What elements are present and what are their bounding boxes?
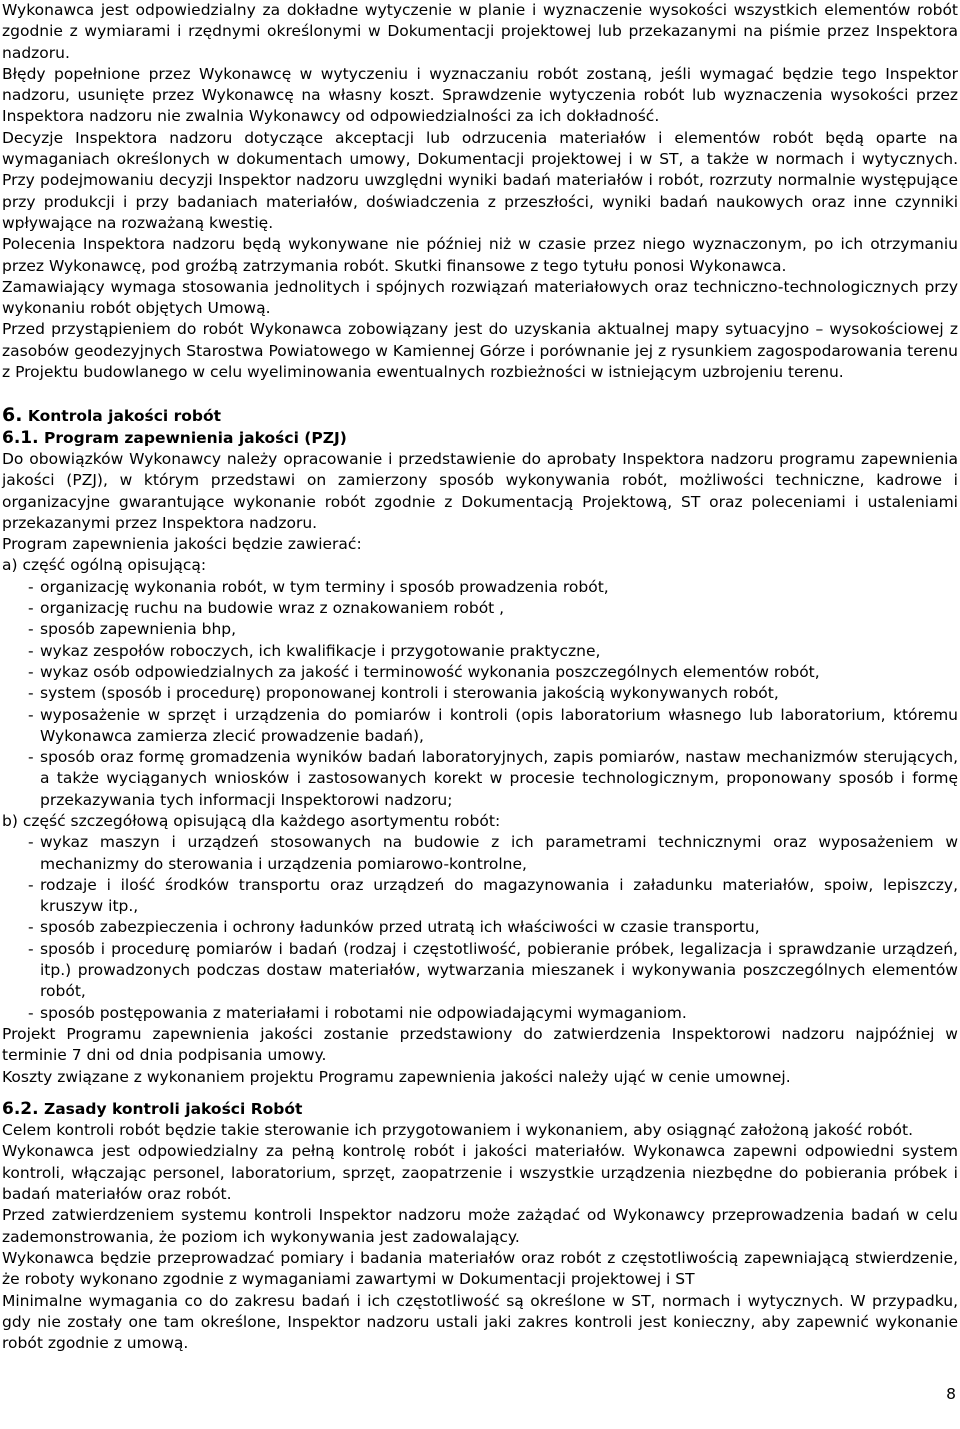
paragraph: Wykonawca jest odpowiedzialny za pełną kontrolę robót i jakości materiałów. Wykonawca zapewni odpowiedni system kontroli, włączając personel, laboratorium, sprzęt, zaopatrzenie i wszystkie urządzenia niezbędne do pobierania próbek i badań materiałów oraz robót. — [2, 1142, 958, 1204]
list-item: - sposób postępowania z materiałami i robotami nie odpowiadającymi wymaganiom. — [2, 1003, 958, 1024]
subsection-title: Zasady kontroli jakości Robót — [43, 1099, 303, 1118]
page-number: 8 — [946, 1385, 956, 1403]
subsection-heading — [2, 428, 958, 449]
list-item: - wykaz zespołów roboczych, ich kwalifikacje i przygotowanie praktyczne, — [2, 641, 958, 662]
paragraph: Polecenia Inspektora nadzoru będą wykonywane nie później niż w czasie przez niego wyznaczonym, po ich otrzymaniu przez Wykonawcę, pod groźbą zatrzymania robót. Skutki finansowe z tego tytułu ponosi Wykonawca. — [2, 235, 958, 275]
section-heading — [2, 405, 958, 427]
list-item: - sposób i procedurę pomiarów i badań (rodzaj i częstotliwość, pobieranie próbek, legalizacja i sprawdzanie urządzeń, itp.) prowadzonych podczas dostaw materiałów, wytwarzania mieszanek i wykonywania poszczególnych elementów robót, — [2, 939, 958, 1003]
paragraph: Koszty związane z wykonaniem projektu Programu zapewnienia jakości należy ująć w cenie umownej. — [2, 1067, 791, 1086]
paragraph: Przed przystąpieniem do robót Wykonawca zobowiązany jest do uzyskania aktualnej mapy sytuacyjno – wysokościowej z zasobów geodezyjnych Starostwa Powiatowego w Kamiennej Górze i porównanie jej z rysunkiem zagospodarowania terenu z Projektu budowlanego w celu wyeliminowania ewentualnych rozbieżności w istniejącym uzbrojeniu terenu. — [2, 320, 958, 382]
list-item: - wykaz maszyn i urządzeń stosowanych na budowie z ich parametrami technicznymi oraz wyposażeniem w mechanizmy do sterowania i urządzenia pomiarowo-kontrolne, — [2, 832, 958, 875]
paragraph: Błędy popełnione przez Wykonawcę w wytyczeniu i wyznaczaniu robót zostaną, jeśli wymagać będzie tego Inspektor nadzoru, usunięte przez Wykonawcę na własny koszt. Sprawdzenie wytyczenia robót lub wyznaczenia wysokości przez Inspektora nadzoru nie zwalnia Wykonawcy od odpowiedzialności za ich dokładność. — [2, 64, 958, 126]
section-title: Kontrola jakości robót — [27, 407, 222, 426]
list-item: - sposób oraz formę gromadzenia wyników badań laboratoryjnych, zapis pomiarów, nastaw mechanizmów sterujących, a także wyciąganych wniosków i zastosowanych korekt w procesie technologicznym, proponowany sposób i formę przekazywania tych informacji Inspektorowi nadzoru; — [2, 747, 958, 811]
list-item: - organizację wykonania robót, w tym terminy i sposób prowadzenia robót, — [2, 577, 958, 598]
list-item: - sposób zapewnienia bhp, — [2, 619, 958, 640]
paragraph: Program zapewnienia jakości będzie zawierać: — [2, 535, 362, 554]
list-b — [2, 832, 958, 1024]
list-item: - system (sposób i procedurę) proponowanej kontroli i sterowania jakością wykonywanych robót, — [2, 683, 958, 704]
paragraph: Projekt Programu zapewnienia jakości zostanie przedstawiony do zatwierdzenia Inspektorowi nadzoru najpóźniej w terminie 7 dni od dnia podpisania umowy. — [2, 1024, 958, 1065]
paragraph: Przed zatwierdzeniem systemu kontroli Inspektor nadzoru może zażądać od Wykonawcy przeprowadzenia badań w celu zademonstrowania, że poziom ich wykonywania jest zadowalający. — [2, 1206, 958, 1246]
list-a — [2, 577, 958, 811]
document-page — [2, 0, 958, 1354]
subsection-title: Program zapewnienia jakości (PZJ) — [43, 428, 347, 447]
list-heading-a: a) część ogólną opisującą: — [2, 556, 207, 575]
paragraph: Decyzje Inspektora nadzoru dotyczące akceptacji lub odrzucenia materiałów i elementów robót będą oparte na wymaganiach określonych w dokumentach umowy, Dokumentacji projektowej i w ST, a także w normach i wytycznych. Przy podejmowaniu decyzji Inspektor nadzoru uwzględni wyniki badań materiałów i robót, rozrzuty normalnie występujące przy produkcji i przy badaniach materiałów, doświadczenia z przeszłości, wyniki badań naukowych oraz inne czynniki wpływające na rozważaną kwestię. — [2, 128, 958, 232]
paragraph: Celem kontroli robót będzie takie sterowanie ich przygotowaniem i wykonaniem, aby osiągnąć założoną jakość robót. — [2, 1121, 914, 1140]
section-number: 6. — [2, 404, 23, 427]
list-item: - organizację ruchu na budowie wraz z oznakowaniem robót , — [2, 598, 958, 619]
list-item: - wykaz osób odpowiedzialnych za jakość i terminowość wykonania poszczególnych elementów robót, — [2, 662, 958, 683]
subsection-number: 6.1. — [2, 427, 39, 448]
list-item: - wyposażenie w sprzęt i urządzenia do pomiarów i kontroli (opis laboratorium własnego lub laboratorium, któremu Wykonawca zamierza zlecić prowadzenie badań), — [2, 705, 958, 748]
paragraph: Zamawiający wymaga stosowania jednolitych i spójnych rozwiązań materiałowych oraz techniczno-technologicznych przy wykonaniu robót objętych Umową. — [2, 277, 958, 318]
spacer — [2, 383, 958, 405]
paragraph: Minimalne wymagania co do zakresu badań i ich częstotliwość są określone w ST, normach i wytycznych. W przypadku, gdy nie zostały one tam określone, Inspektor nadzoru ustali jaki zakres kontroli jest konieczny, aby zapewnić wykonanie robót zgodnie z umową. — [2, 1291, 958, 1353]
subsection-heading — [2, 1099, 958, 1120]
paragraph: Wykonawca jest odpowiedzialny za dokładne wytyczenie w planie i wyznaczenie wysokości wszystkich elementów robót zgodnie z wymiarami i rzędnymi określonymi w Dokumentacji projektowej lub przekazanymi na piśmie przez Inspektora nadzoru. — [2, 1, 958, 62]
subsection-number: 6.2. — [2, 1098, 39, 1119]
spacer — [2, 1088, 958, 1099]
paragraph: Wykonawca będzie przeprowadzać pomiary i badania materiałów oraz robót z częstotliwością zapewniającą stwierdzenie, że roboty wykonano zgodnie z wymaganiami zawartymi w Dokumentacji projektowej i ST — [2, 1248, 958, 1289]
list-item: - rodzaje i ilość środków transportu oraz urządzeń do magazynowania i załadunku materiałów, spoiw, lepiszczy, kruszyw itp., — [2, 875, 958, 918]
list-item: - sposób zabezpieczenia i ochrony ładunków przed utratą ich właściwości w czasie transportu, — [2, 917, 958, 938]
list-heading-b: b) część szczegółową opisującą dla każdego asortymentu robót: — [2, 811, 501, 830]
paragraph: Do obowiązków Wykonawcy należy opracowanie i przedstawienie do aprobaty Inspektora nadzoru programu zapewnienia jakości (PZJ), w którym przedstawi on zamierzony sposób wykonywania robót, możliwości techniczne, kadrowe i organizacyjne gwarantujące wykonanie robót zgodnie z Dokumentacją Projektową, ST oraz poleceniami i ustaleniami przekazanymi przez Inspektora nadzoru. — [2, 449, 958, 532]
